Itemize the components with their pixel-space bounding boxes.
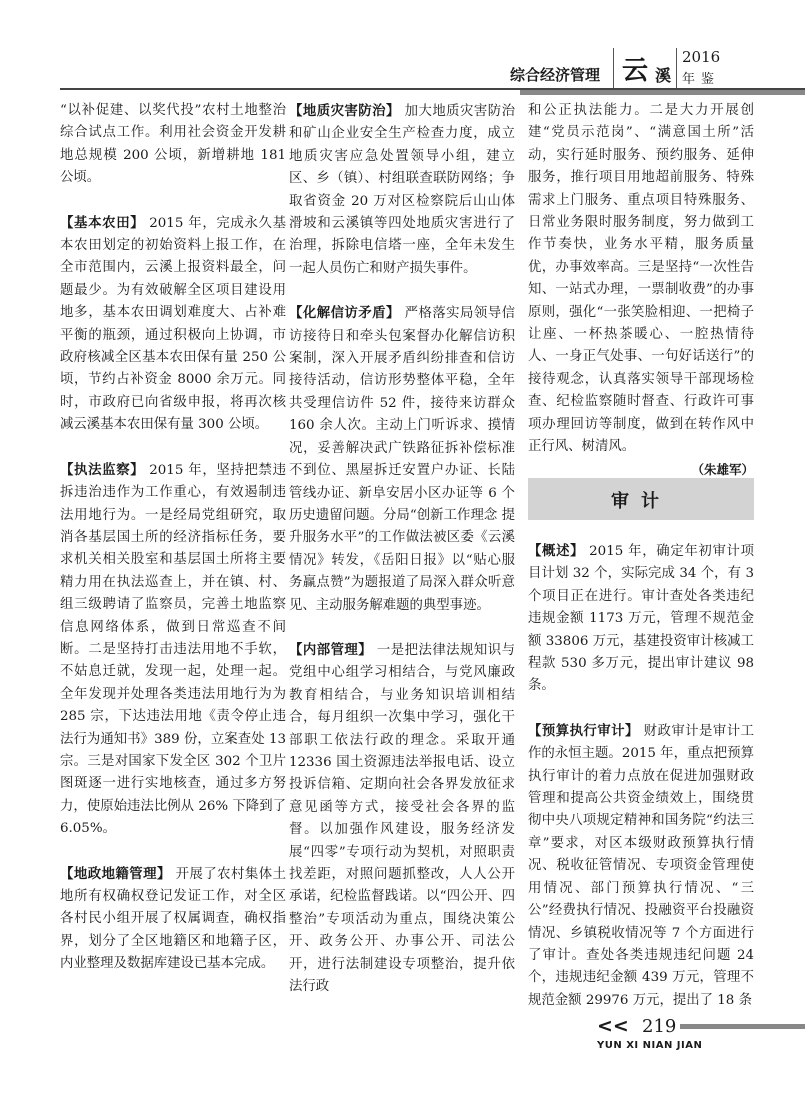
paragraph: [289, 100, 515, 280]
entry-heading: 【化解信访矛盾】: [289, 305, 400, 322]
column-middle: [289, 100, 515, 998]
page-number: 219: [642, 1016, 677, 1037]
paragraph: [528, 100, 754, 481]
paragraph-text: 2015 年，确定年初审计项目计划 32 个，实际完成 34 个，有 3 个项目正在进行。审计查处各类违纪违规金额 1173 万元，管理不规范金额 33806 万元，基建投资审计核减工程款 530 多万元，提出审计建议 98 条。: [528, 544, 754, 694]
yearbook-logo-char2: 溪: [655, 66, 672, 85]
paragraph: [528, 720, 754, 1012]
entry-heading: 【预算执行审计】: [528, 722, 639, 739]
paragraph-text: 和公正执法能力。二是大力开展创建“党员示范岗”、“满意国土所”活动，实行延时服务、预约服务、延伸服务，推行项目用地超前服务、特殊需求上门服务、重点项目特殊服务、日常业务限时服务制度，努力做到工作节奏快，业务水平精，服务质量优，办事效率高。三是坚持“一次性告知、一站式办理，一票制收费”的办事原则，强化“一张笑脸相迎、一把椅子让座、一杯热茶暖心、一腔热情待人、一身正气处事、一句好话送行”的接待观念，认真落实领导干部现场检查、纪检监察随时督查、行政许可事项办理回访等制度，做到在转作风中正行风、树清风。: [528, 103, 754, 455]
author-credit: （朱雄军）: [691, 461, 754, 477]
column-right-lower: [528, 540, 754, 1012]
entry-heading: 【概述】: [528, 543, 585, 559]
yearbook-year: 2016: [682, 48, 721, 66]
section-banner-title: 审计: [611, 491, 671, 512]
yearbook-label: 年鉴: [682, 72, 721, 87]
header-divider: [676, 48, 677, 88]
paragraph-text: 财政审计是审计工作的永恒主题。2015 年，重点把预算执行审计的着力点放在促进加强财政管理和提高公共资金绩效上，围绕贯彻中央八项规定精神和国务院“约法三章”要求，对区本级财政预算执行情况、税收征管情况、专项资金管理使用情况、部门预算执行情况、“三公”经费执行情况、投融资平台投融资情况、乡镇税收情况等 7 个方面进行了审计。查处各类违规违纪问题 24 个，违规违纪金额 439 万元，管理不规范金额 29976 万元，提出了 18 条: [528, 723, 755, 1008]
entry-heading: 【地政地籍管理】: [60, 865, 171, 882]
header-band: [520, 90, 805, 95]
column-left: [60, 100, 286, 976]
entry-heading: 【执法监察】: [60, 461, 145, 478]
column-right: [528, 100, 754, 481]
paragraph-text: 严格落实局领导信访接待日和牵头包案督办化解信访积案制，深入开展矛盾纠纷排查和信访接待活动，信访形势整体平稳，全年共受理信访件 52 件，接待来访群众 160 余人次。主动上门听诉求、摸情况，妥善解决武广铁路征拆补偿标准不到位、黑屋拆迁安置户办证、长陆管线办证、新阜安居小区办证等 6 个历史遗留问题。分局“创新工作理念 提升服务水平”的工作做法被区委《云溪情况》转发，《岳阳日报》以“贴心服务赢点赞”为题报道了局深入群众听意见、主动服务解难题的典型事迹。: [289, 306, 516, 613]
paragraph: [289, 639, 515, 999]
paragraph-text: 2015 年，坚持把禁违拆违治违作为工作重心，有效遏制违法用地行为。一是经局党组研究，取消各基层国土所的经济指标任务，要求机关相关股室和基层国土所将主要精力用在执法巡查上，并在镇、村、组三级聘请了监察员，完善土地监察信息网络体系，做到日常巡查不间断。二是坚持打击违法用地不手软，不姑息迁就，发现一起，处理一起。全年发现并处理各类违法用地行为为 285 宗，下达违法用地《责令停止违法行为通知书》389 份，立案查处 13 宗。三是对国家下发全区 302 个卫片图斑逐一进行实地核查，通过多方努力，使原始违法比例从 26% 下降到了 6.05%。: [60, 462, 286, 837]
paragraph: [60, 459, 286, 841]
paragraph: [60, 212, 286, 437]
paragraph-text: 2015 年，完成永久基本农田划定的初始资料上报工作，在全市范围内，云溪上报资料最全，问题最少。为有效破解全区项目建设用地多，基本农田调划难度大、占补难平衡的瓶颈，通过积极向上协调，市政府核减全区基本农田保有量 250 公顷，节约占补资金 8000 余万元。同时，市政府已向省级申报，将再次核减云溪基本农田保有量 300 公顷。: [60, 215, 286, 433]
footer-band: [680, 1024, 805, 1029]
page-arrows: <<: [597, 1015, 629, 1037]
page-header: [0, 0, 805, 95]
paragraph: “以补促建、以奖代投”农村土地整治综合试点工作。利用社会资金开发耕地总规模 200 公顷，新增耕地 181 公顷。: [60, 103, 286, 186]
footer-subtitle: YUN XI NIAN JIAN: [597, 1040, 703, 1051]
paragraph-text: 开展了农村集体土地所有权确权登记发证工作，对全区各村民小组开展了权属调查，确权指界，划分了全区地籍区和地籍子区，内业整理及数据库建设已基本完成。: [60, 866, 287, 972]
entry-heading: 【内部管理】: [289, 641, 373, 658]
entry-heading: 【地质灾害防治】: [289, 103, 400, 119]
paragraph: [528, 540, 754, 698]
section-title: 综合经济管理: [510, 66, 601, 84]
yearbook-logo-char: 云: [622, 56, 651, 86]
entry-heading: 【基本农田】: [60, 214, 145, 231]
section-banner-audit: [528, 478, 754, 520]
paragraph: [289, 302, 515, 617]
paragraph: [60, 863, 286, 976]
paragraph-text: 一是把法律法规知识与党组中心组学习相结合，与党风廉政教育相结合，与业务知识培训相结合，每月组织一次集中学习，强化干部职工依法行政的理念。采取开通 12336 国土资源违法举报电话、设立投诉信箱、定期向社会各界发放征求意见函等方式，接受社会各界的监督。以加强作风建设，服务经济发展“四零”专项行动为契机，对照职责找差距，对照问题抓整改，人人公开承诺，纪检监督践诺。以“四公开、四整治”专项活动为重点，围绕决策公开、政务公开、办事公开、司法公开，进行法制建设专项整治，提升依法行政: [289, 642, 516, 995]
header-divider: [613, 48, 614, 88]
paragraph-text: 加大地质灾害防治和矿山企业安全生产检查力度，成立地质灾害应急处置领导小组，建立区、乡（镇）、村组联查联防网络；争取省资金 20 万对区检察院后山山体滑坡和云溪镇等四处地质灾害进行了治理，拆除电信塔一座，全年未发生一起人员伤亡和财产损失事件。: [289, 104, 516, 276]
